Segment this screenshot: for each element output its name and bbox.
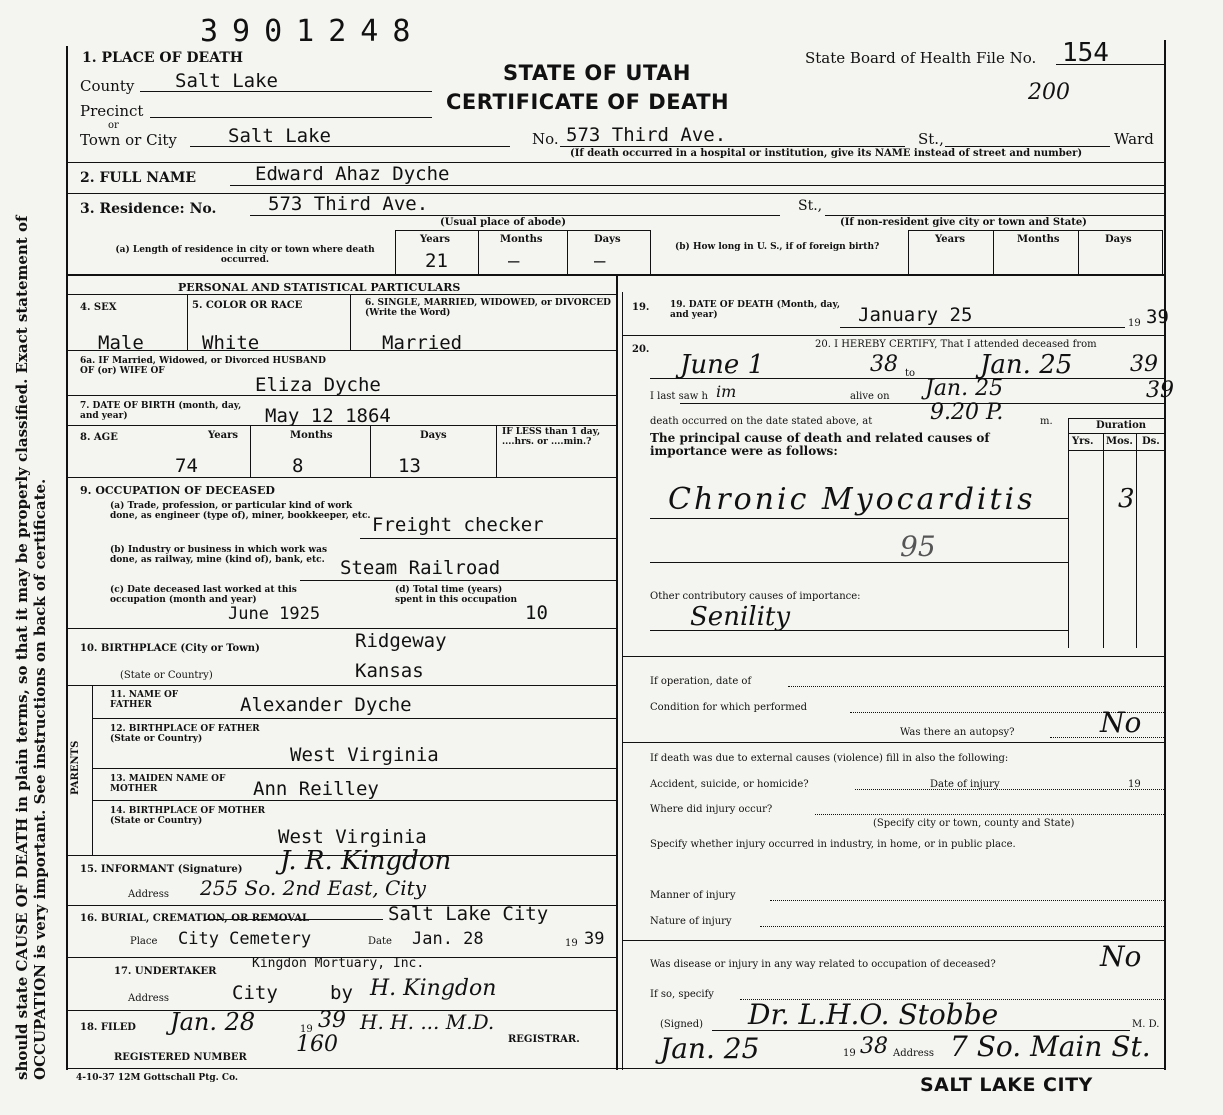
occ-b-value: Steam Railroad [340,557,501,579]
physician-address: 7 So. Main St. [950,1030,1151,1063]
cause-value: Chronic Myocarditis [668,482,1036,517]
age-days-label: Days [420,430,447,441]
marital-label: 6. SINGLE, MARRIED, WIDOWED, or DIVORCED (Write the Word) [365,298,611,318]
occ-d-label: (d) Total time (years) spent in this occupation [395,585,518,605]
nature-label: Nature of injury [650,916,732,927]
sig-address-label: Address [893,1048,934,1059]
undertaker-value: Kingdon Mortuary, Inc. [252,956,425,971]
print-info: 4-10-37 12M Gottschall Ptg. Co. [76,1073,239,1083]
full-name-value: Edward Ahaz Dyche [255,163,450,185]
alive-on-date: Jan. 25 [925,376,1004,401]
town-label: Town or City [80,131,177,149]
res-months-value: — [508,250,520,272]
registrar-label: REGISTRAR. [508,1034,580,1045]
res-years-value: 21 [425,250,448,272]
usual-abode-note: (Usual place of abode) [440,217,566,228]
mother-birthplace-value: West Virginia [278,826,427,848]
birthplace-city: Ridgeway [355,630,447,652]
specify-note: (Specify city or town, county and State) [873,818,1075,829]
foreign-birth-label: (b) How long in U. S., if of foreign birth? [675,242,880,252]
ward-label: Ward [1114,130,1154,148]
age-label: 8. AGE [80,432,118,443]
burial-place: City Cemetery [178,929,312,949]
operation-label: If operation, date of [650,676,752,687]
sig-year-prefix: 19 [843,1048,856,1059]
precinct-label: Precinct [80,102,144,120]
mother-label: 13. MAIDEN NAME OF MOTHER [110,774,226,794]
res-months-label: Months [500,234,543,245]
informant-address: 255 So. 2nd East, City [200,876,426,900]
last-saw-suffix: im [716,382,737,401]
undertaker-label: 17. UNDERTAKER [114,966,217,977]
occ-a-label: (a) Trade, profession, or particular kind of work done, as engineer (type of), miner, bookkeeper, etc. [110,501,371,521]
column-divider [616,275,618,1070]
or-label: or [108,120,119,131]
age-years-value: 74 [175,455,198,477]
color-label: 5. COLOR OR RACE [192,300,303,311]
attended-to-year: 39 [1130,352,1158,377]
res-days-value: — [594,250,606,272]
father-label: 11. NAME OF FATHER [110,690,179,710]
attended-to: Jan. 25 [980,350,1073,380]
condition-label: Condition for which performed [650,702,808,713]
death-year-prefix: 19 [1128,318,1141,329]
non-resident-note: (If non-resident give city or town and State) [840,217,1087,228]
cause-duration-yrs: 3 [1118,484,1135,514]
mother-birthplace-label: 14. BIRTHPLACE OF MOTHER (State or Country) [110,806,266,826]
title-state: STATE OF UTAH [503,61,692,85]
registered-number-label: REGISTERED NUMBER [114,1052,247,1063]
informant-address-label: Address [128,889,169,900]
ds-label: Ds. [1142,436,1160,447]
occ-c-label: (c) Date deceased last worked at this occupation (month and year) [110,585,297,605]
place-of-death-heading: 1. PLACE OF DEATH [82,50,243,66]
burial-year-prefix: 19 [565,938,578,949]
color-value: White [202,332,260,354]
death-date-label: 19. DATE OF DEATH (Month, day, and year) [670,300,840,320]
filed-year-prefix: 19 [300,1024,313,1035]
less-than-day-label: IF LESS than 1 day, ....hrs. or ....min.? [502,427,601,447]
us-days-label: Days [1105,234,1132,245]
manner-label: Manner of injury [650,890,736,901]
age-years-label: Years [208,430,239,441]
father-birthplace-value: West Virginia [290,744,439,766]
autopsy-label: Was there an autopsy? [900,727,1015,738]
informant-signature: J. R. Kingdon [280,846,452,876]
spouse-value: Eliza Dyche [255,374,381,396]
occ-c-value: June 1925 [228,604,321,624]
physician-signature: Dr. L.H.O. Stobbe [748,998,999,1031]
hospital-note: (If death occurred in a hospital or institution, give its NAME instead of street and number) [570,148,1083,159]
mother-value: Ann Reilley [253,778,379,800]
res-days-label: Days [594,234,621,245]
birthplace-state: Kansas [355,660,424,682]
signed-label: (Signed) [660,1019,704,1030]
undertaker-address-label: Address [128,993,169,1004]
town-value: Salt Lake [228,125,331,147]
age-months-label: Months [290,430,333,441]
occ-related-value: No [1100,940,1142,973]
certify-num: 20. [632,344,650,355]
cause-code: 95 [900,530,936,563]
undertaker-by: by [330,982,353,1004]
registrar-signature: H. H. ... M.D. [360,1010,495,1034]
autopsy-value: No [1100,706,1142,739]
filed-year: 39 [318,1008,346,1033]
burial-place-label: Place [130,936,158,947]
burial-date-label: Date [368,936,392,947]
age-months-value: 8 [292,455,304,477]
death-date-value: January 25 [858,304,973,326]
injury-year-prefix: 19 [1128,779,1141,790]
serial-number: 3901248 [200,14,425,49]
death-year: 39 [1146,306,1169,328]
death-occurred-label: death occurred on the date stated above, at [650,416,873,427]
age-days-value: 13 [398,455,421,477]
full-name-label: 2. FULL NAME [80,170,197,186]
attended-from: June 1 [680,350,765,380]
handwritten-number: 200 [1028,80,1070,105]
us-months-label: Months [1017,234,1060,245]
death-date-num: 19. [632,302,650,313]
duration-label: Duration [1096,420,1147,431]
other-causes-label: Other contributory causes of importance: [650,591,861,602]
us-years-label: Years [935,234,966,245]
marital-value: Married [382,332,463,354]
side-instruction-line1: should state CAUSE OF DEATH in plain terms, so that it may be properly classified. Exact statement of [13,215,31,1080]
burial-date: Jan. 28 [412,929,484,949]
sex-label: 4. SEX [80,302,117,313]
where-injury-label: Where did injury occur? [650,804,773,815]
occupation-heading: 9. OCCUPATION OF DECEASED [80,484,275,497]
filed-date: Jan. 28 [170,1008,256,1036]
cause-heading: The principal cause of death and related causes of importance were as follows: [650,431,990,458]
sig-year: 38 [860,1034,888,1059]
spouse-label: 6a. IF Married, Widowed, or Divorced HUSBAND OF (or) WIFE OF [80,356,326,376]
md-label: M. D. [1132,1019,1160,1030]
father-value: Alexander Dyche [240,694,412,716]
occ-b-label: (b) Industry or business in which work was done, as railway, mine (kind of), bank, etc. [110,545,328,565]
informant-label: 15. INFORMANT (Signature) [80,864,243,875]
left-border [66,46,68,1070]
if-so-label: If so, specify [650,989,714,1000]
signature-date: Jan. 25 [660,1032,760,1065]
title-certificate: CERTIFICATE OF DEATH [446,90,730,114]
yrs-label: Yrs. [1072,436,1094,447]
m-label: m. [1040,416,1053,427]
attended-from-year: 38 [870,352,898,377]
personal-heading: PERSONAL AND STATISTICAL PARTICULARS [178,281,461,294]
mos-label: Mos. [1106,436,1133,447]
registered-number: 160 [296,1032,338,1057]
filed-label: 18. FILED [80,1022,136,1033]
no-label: No. [532,130,559,148]
residence-label: 3. Residence: No. [80,201,217,217]
residence-st-label: St., [798,198,823,214]
accident-label: Accident, suicide, or homicide? [650,779,809,790]
other-causes-value: Senility [690,602,791,632]
to-label: to [905,368,916,379]
father-birthplace-label: 12. BIRTHPLACE OF FATHER (State or Country) [110,724,260,744]
county-label: County [80,77,135,95]
occ-d-value: 10 [525,602,548,624]
alive-year: 39 [1146,378,1174,403]
last-saw-label: I last saw h [650,391,708,402]
st-label: St., [918,130,944,148]
specify-where-label: Specify whether injury occurred in industry, in home, or in public place. [650,839,1016,850]
city-stamp: SALT LAKE CITY [920,1074,1093,1096]
birthplace-state-label: (State or Country) [120,670,213,681]
burial-label: 16. BURIAL, CREMATION, OR REMOVAL [80,913,310,924]
occ-a-value: Freight checker [372,514,544,536]
state-board-label: State Board of Health File No. [805,49,1037,67]
burial-value: Salt Lake City [388,903,549,925]
certify-label: 20. I HEREBY CERTIFY, That I attended deceased from [815,339,1097,350]
county-value: Salt Lake [175,70,278,92]
birthplace-label: 10. BIRTHPLACE (City or Town) [80,643,260,654]
parents-side-label: PARENTS [70,740,81,795]
external-causes-label: If death was due to external causes (violence) fill in also the following: [650,753,1009,764]
street-value: 573 Third Ave. [566,124,727,146]
burial-year: 39 [584,929,605,949]
length-residence-label: (a) Length of residence in city or town where death occurred. [115,245,375,265]
death-time: 9.20 P. [930,400,1004,425]
undertaker-address: City [232,982,278,1004]
undertaker-by-signature: H. Kingdon [370,976,497,1001]
injury-date-label: Date of injury [930,779,1000,790]
alive-on-label: alive on [850,391,890,402]
dob-value: May 12 1864 [265,405,391,427]
residence-value: 573 Third Ave. [268,193,429,215]
sex-value: Male [98,332,144,354]
occ-related-label: Was disease or injury in any way related to occupation of deceased? [650,959,996,970]
right-border [1164,40,1166,1070]
file-number: 154 [1062,38,1109,68]
side-instruction-line2: OCCUPATION is very important. See instructions on back of certificate. [31,478,49,1080]
dob-label: 7. DATE OF BIRTH (month, day, and year) [80,401,242,421]
res-years-label: Years [420,234,451,245]
